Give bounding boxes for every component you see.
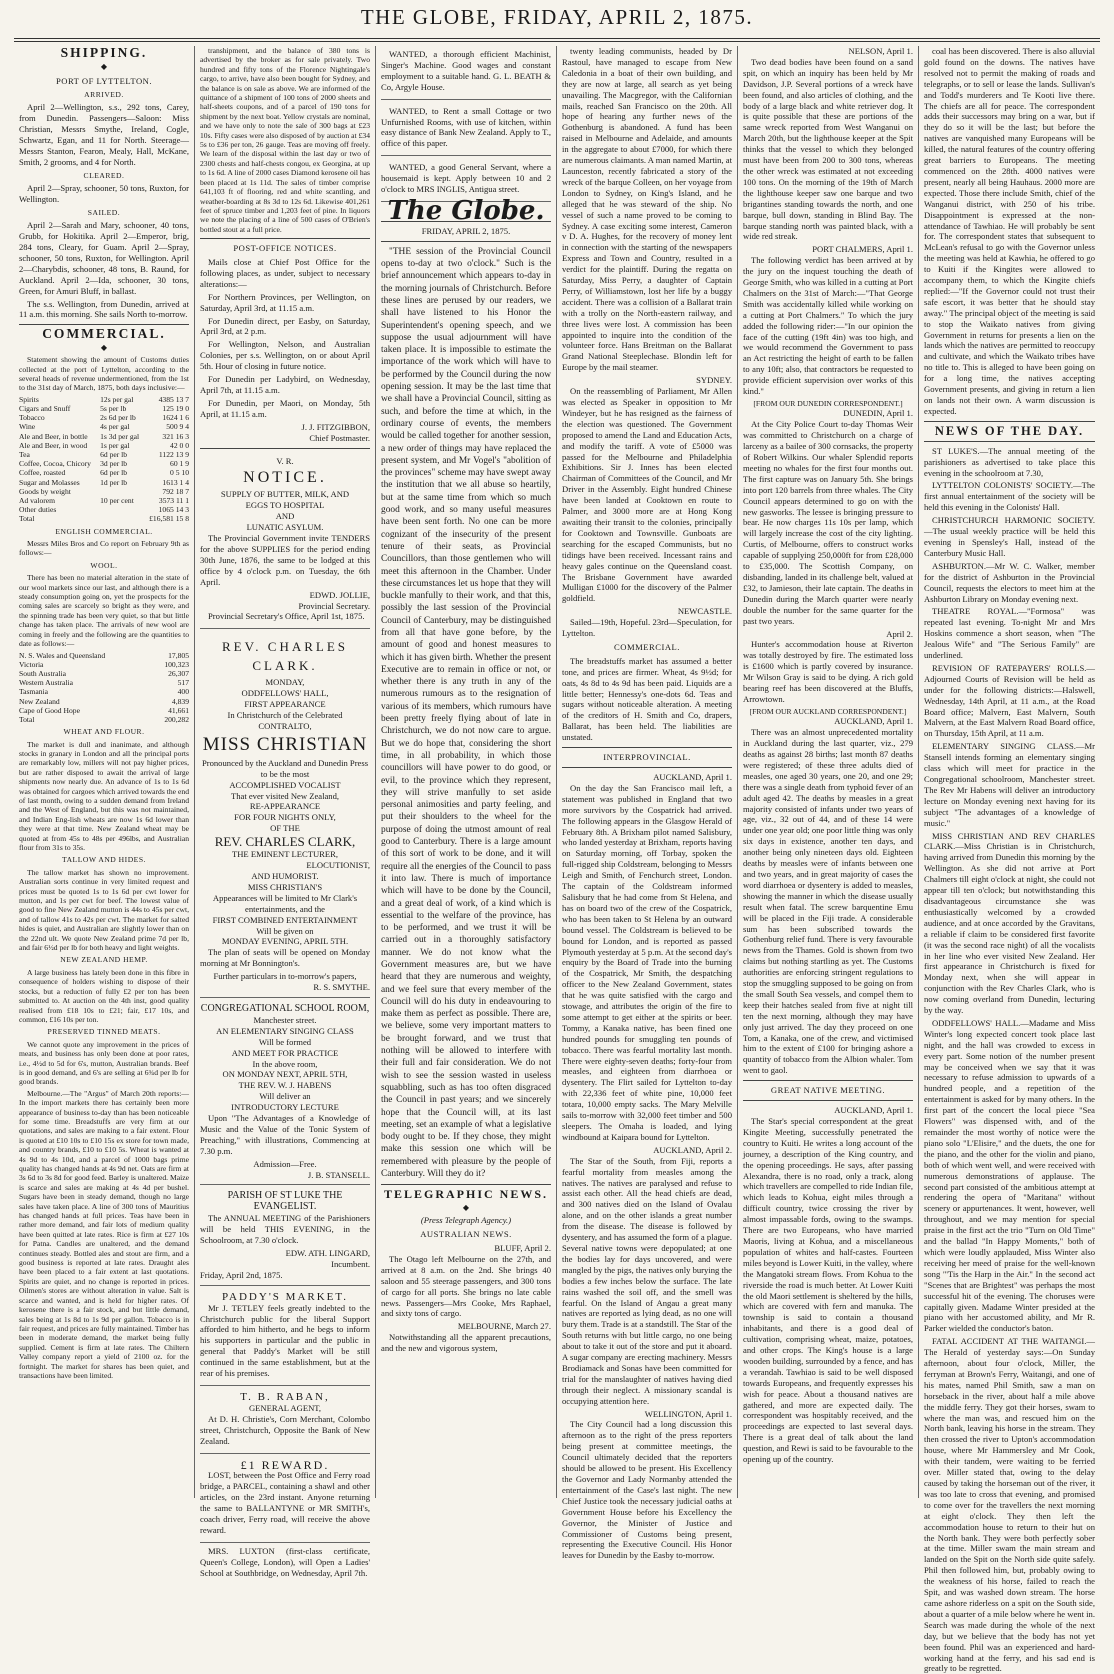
column-5: [738, 46, 919, 1498]
ad-line: AN ELEMENTARY SINGING CLASS: [216, 1025, 354, 1036]
news-item: ODDFELLOWS' HALL.—Madame and Miss Winter's long expected concert took place last night, and the hall was crowded to excess in every part. Some notion of the number present may be conceived when we say that it was necessary to refuse admission to upwards of a hundred people, and a repetition of the entertainment is asked for by many others. In the first part of the concert the local piece "Sea Flowers" was dispensed with, and of the remainder the most worthy of notice were the piano solo "L'Elisire," and the duets, the one for the piano, and the other for the violin and piano, both of which went well, and were received with numerous demonstrations of applause. The second part consisted of the ambitious attempt at rendering the opera of "Maritana" without scenery or appurtenances. It went, however, well throughout, and we may mention for special praise in the first act the trio "Turn on Old Time" and the ballad "In Happy Moments," both of which were loudly applauded, Miss Winter also receiving her meed of praise for the well-known song "'Tis the Harp in the Air." In the second act "Scenes that are Brightest" was perhaps the most successful hit of the evening. The choruses were capitally given. Madame Winter presided at the piano with her accustomed ability, and Mr R. Parker wielded the conductor's baton.: [924, 1017, 1095, 1334]
wool-bales: 4,839: [171, 696, 189, 706]
news-of-day-heading: NEWS OF THE DAY.: [934, 423, 1085, 438]
bluff-text: The Otago left Melbourne on the 27th, and arrived at 8 a.m. on the 2nd. She brings 40 saloon and 55 steerage passengers, and 300 tons of cargo for all ports. She brings no late cable news. Passengers—Mrs Cooke, Mrs Raphael, and sixty tons of cargo.: [381, 1253, 551, 1319]
native-meeting-text: The Star's special correspondent at the great Kingite Meeting, successfully penetrated the country to Kuiti. He writes a long account of the journey, a description of the King country, and the opening proceedings. He says, after passing Alexandra, there is no road, only a track, along which travellers are compelled to ride Indian file, which leads to Kohua, eight miles through a difficult country, twice crossing the river by almost impassable fords, owing to the swamps. There are two Europeans, who have married Maoris, living at Kohua, and a miscellaneous population of whites and half-castes. Fourteen miles beyond is Lower Kuiti, in the valley, where the Mangatoki stream flows. From Kohua to the riverside the road is much better. At Lower Kuiti the old Maori settlement is sheltered by the hills, which are covered with fern and manuka. The township is said to contain a thousand inhabitants, and there is a good deal of cultivation, comprising wheat, maize, potatoes, and other crops. The King's house is a large wooden building, surrounded by a fence, and has a verandah. Tawhiao is said to be well disposed towards Europeans, and frequently expresses his wish for peace. About a thousand natives are gathered, and more are expected daily. The correspondent was hospitably received, and the proceedings are expected to last several days. There is a great deal of talk about the land question, and Rewi is said to be favourable to the opening up of the country.: [743, 1116, 913, 1465]
customs-item: Cigars and Snuff: [19, 403, 71, 413]
parish-sign: EDW. ATH. LINGARD,: [285, 1248, 370, 1258]
wool-row: [19, 651, 189, 660]
column-1: [14, 46, 195, 1498]
wool-row: [19, 697, 189, 706]
supply-line: AND: [275, 511, 295, 522]
commercial-text: The breadstuffs market has assumed a better tone, and prices are firmer. Wheat, 4s 9½d; for oats, 4s 8d to 4s 9d has been paid. Liquids are a little better; Hennessy's one-dots 6d. Teas and sugars without noticeable alteration. A meeting of the creditors of H. Smith and Co, drapers, Ballarat, has been held. The liabilities are unstated.: [562, 655, 732, 743]
paddys-market-ad: [200, 1289, 370, 1386]
hemp-text: A large business has lately been done in this fibre in consequence of holders wishing to dispose of their stocks, but a reduction of fully £2 per ton has been submitted to. At auction on the 4th inst, good quality realised from £18 10s to £21; fair, £17 10s, and common, £16 10s per ton.: [19, 967, 189, 1024]
telegraphic-sub: (Press Telegraph Agency.): [420, 1215, 512, 1226]
meat-heading: PRESERVED TINNED MEATS.: [47, 1027, 161, 1037]
dateline: PORT CHALMERS, April 1.: [812, 244, 913, 255]
customs-rate: 4s per gal: [100, 422, 130, 432]
dateline: AUCKLAND, April 1.: [834, 1105, 913, 1116]
tallow-heading: TALLOW AND HIDES.: [62, 855, 146, 865]
customs-rate: 12s per gal: [100, 394, 134, 404]
customs-item: Ale and Beer, in wood: [19, 440, 88, 450]
notice-heading: NOTICE.: [243, 469, 327, 487]
divider: [381, 1184, 551, 1185]
ad-line: ON MONDAY NEXT, APRIL 5TH,: [222, 1069, 348, 1080]
supply-text: The Provincial Government invite TENDERS for the above SUPPLIES for the period ending 30th June, 1876, the same to be lodged at this office by 4 o'clock p.m. on Tuesday, the 6th April.: [200, 533, 370, 587]
post-office-heading: POST-OFFICE NOTICES.: [233, 243, 337, 254]
wool-bales: 200,282: [164, 714, 189, 724]
customs-row: [19, 395, 189, 404]
customs-row: [19, 404, 189, 413]
ad-line: Further particulars in to-morrow's papers,: [213, 971, 357, 982]
ad-line: FIRST APPEARANCE: [244, 699, 326, 710]
customs-row: [19, 432, 189, 441]
wool-bales: 41,661: [168, 705, 189, 715]
wool-bales: 400: [177, 687, 189, 697]
wool-origin: New Zealand: [19, 696, 60, 706]
divider: [924, 441, 1095, 442]
clark-headline: REV. CHARLES CLARK.: [221, 639, 349, 674]
parish-heading: PARISH OF ST LUKE THE EVANGELIST.: [227, 1190, 343, 1213]
wool-row: [19, 678, 189, 687]
dateline: BLUFF, April 2.: [494, 1242, 551, 1253]
customs-intro: Statement showing the amount of Customs duties collected at the port of Lyttelton, according to the several heads of revenue undermentioned, from the 1st to the 31st day of March, 1875, both days inclusive:—: [19, 355, 189, 393]
divider: [562, 747, 732, 748]
ad-line: INTRODUCTORY LECTURE: [231, 1102, 339, 1113]
ad-line: AND HUMORIST.: [251, 871, 319, 881]
column-4: [557, 46, 738, 1561]
ad-line: ODDFELLOWS' HALL,: [241, 688, 329, 699]
customs-row: [19, 505, 189, 514]
customs-row: [19, 514, 189, 523]
wheat-text: The market is dull and inanimate, and although stocks in granary in London and all the principal ports are remarkably low, millers will not pay higher prices, but are rather disposed to await the arrival of large shipments now nearly due. An advance of 1s to 1s 6d was obtained for cargoes which arrived towards the end of last month, owing to a sudden demand from Ireland and the West of England, but this was not maintained, and Indian Eng-lish wheats are now 1s 6d lower than they were at that time. New Zealand wheat may be quoted at from 45s to 48s per 496lbs, and Australian flour from 31s to 35s.: [19, 739, 189, 852]
wool-bales: 17,805: [168, 650, 189, 660]
post-office-list: [200, 292, 370, 420]
ad-line: ACCOMPLISHED VOCALIST: [229, 779, 341, 790]
customs-rate: 2s 6d per lb: [100, 413, 136, 423]
customs-amount: 4385 13 7: [158, 394, 189, 404]
dateline: AUCKLAND, April 1.: [834, 716, 913, 727]
ad-line: The plan of seats will be opened on Monday morning at Mr Bonnington's.: [200, 947, 370, 969]
customs-amount: 3573 11 1: [158, 496, 189, 506]
wool-origin: South Australia: [19, 668, 67, 678]
leader-date: FRIDAY, APRIL 2, 1875.: [421, 225, 511, 236]
customs-row: [19, 478, 189, 487]
post-office-item: For Dunedin per Ladybird, on Wednesday, April 7th, at 11.15 a.m.: [200, 374, 370, 395]
customs-item: Other duties: [19, 505, 57, 515]
ad-sign: R. S. SMYTHE.: [313, 982, 370, 993]
masthead: THE GLOBE, FRIDAY, APRIL 2, 1875.: [360, 5, 754, 29]
supply-line: LUNATIC ASYLUM.: [246, 522, 324, 533]
ad-line: THE REV. W. J. HABENS: [238, 1080, 332, 1091]
melbourne-report: Melbourne.—The "Argus" of March 20th reports:—In the import markets there has certainly been more appearance of business to-day than has been noticeable for some time. Breadstuffs are very firm at our quotations, and sales are making to a fair extent. Flour is quoted at £10 10s to £10 15s ex store for town made, and country brands, £10 to £10 5s. Wheat is wanted at 4s 9d to 4s 10d, and a parcel of 1000 bags prime quality has changed hands at 4s 9d net. Oats are firm at 3s 6d to 3s 8d for good feed. Barley is unaltered. Maize is scarce and sales are making at 4s 4d per bushel. Sugars have been in steady demand, though no large sales have taken place. A line of 300 tons of Mauritius has changed hands at full prices. Teas have been in rather more demand, and fair lots of medium quality have been quitted at late rates. Rice is firm at £27 10s for Patna. Candles are unaltered, and the demand continues steady. Bottled ales and stout are firm, and a good business is reported at late rates. Draught ales have been placed to a fair extent at last quotations. Spirits are quiet, and no change is reported in prices. Oilmen's stores are without alteration in value. Salt is scarce and wanted, and is held for higher rates. Of kerosene there is a fair stock, and but little demand, sales being at 1s 8d to 1s 9d per gallon. Tobacco is in fair request, and prices are fully maintained. Timber has been in moderate demand, the market being fully supplied. Cement is firm at late rates. The Chiltern Valley company report a yield of 2100 oz. for the fortnight. The market for shares has been quiet, and transactions have been limited.: [19, 1088, 189, 1380]
hemp-heading: NEW ZEALAND HEMP.: [60, 955, 148, 965]
news-item: ST LUKE'S.—The annual meeting of the parishioners as advertised to take place this evening in the schoolroom at 7.30,: [924, 445, 1095, 478]
customs-rate: [100, 514, 144, 523]
wool-text: There has been no material alteration in the state of our wool markets since our last, and although there is a steady consumption going on, yet the prospects for the coming sales are scarcely so bright as they were, and the spinning trade has been very quiet, so that but little change has taken place. The arrivals of new wool are coming in freely and the following are the quantities to date as follows:—: [19, 573, 189, 649]
ad-sign: J. B. STANSELL.: [307, 1169, 370, 1180]
customs-rate: [100, 505, 144, 514]
customs-rate: 6d per lb: [100, 468, 128, 478]
divider: [381, 241, 551, 242]
wanted-text: WANTED, to Rent a small Cottage or two Unfurnished Rooms, with use of kitchen, within easy distance of Bank New Zealand. Apply to T., office of this paper.: [381, 105, 551, 149]
auckland-text-2: The Star of the South, from Fiji, reports a fearful mortality from measles among the natives. The natives are paralysed and refuse to assist each other. All the head chiefs are dead, and 300 natives died on the Island of Ovalau alone, and on the other islands a great number from the disease. The disease is followed by dysentery, and has assumed the form of a plague. Several native towns were depopulated; at one the bodies lay for days uncovered, and were mangled by the pigs, the natives only burying the bodies a few inches below the surface. The late rains washed the soil off, and the smell was fearful. On the Island of Angau a great many natives are reported as lying dead, as no one will bury them. Trade is at a standstill. The Star of the South returns with but little cargo, no one being about to take it out of the store and put it aboard. A sugar company are erecting machinery. Messrs Brodiamack and Sonas have been committed for trial for the manslaughter of natives having died through their neglect. A missionary scandal is occupying attention here.: [562, 1155, 732, 1406]
customs-amount: 500 9 4: [166, 422, 189, 432]
ad-line: Will be given on: [256, 925, 314, 936]
customs-amount: 1122 13 9: [158, 450, 189, 459]
news-item: ELEMENTARY SINGING CLASS.—Mr Stansell intends forming an elementary singing class which will meet for practice in the Congregational schoolroom, Manchester street. The Rev Mr Habens will deliver an introductory lecture on Monday evening next having for its subject "The advantages of a knowledge of music.": [924, 741, 1095, 828]
dateline: NELSON, April 1.: [848, 46, 913, 56]
customs-row: [19, 459, 189, 468]
news-item: THEATRE ROYAL.—"Formosa" was repeated last evening. To-night Mr and Mrs Hoskins commence a short season, when "The Jealous Wife" and "The Serious Family" are underlined.: [924, 606, 1095, 661]
native-meeting-heading: GREAT NATIVE MEETING.: [770, 1085, 886, 1096]
customs-row: [19, 413, 189, 422]
customs-amount: 1065 14 3: [158, 505, 189, 515]
customs-item: Tobacco: [19, 413, 45, 423]
ad-line: In Christchurch of the Celebrated: [227, 710, 343, 721]
post-office-item: For Dunedin, per Maori, on Monday, 5th April, at 11.15 a.m.: [200, 397, 370, 419]
news-item: FATAL ACCIDENT AT THE WAITANGI.—The Herald of yesterday says:—On Sunday afternoon, about four o'clock, Miller, the ferryman at Brown's Ferry, Waitangi, and one of his mates, named Phil Smith, saw a man on horseback in the river, about half a mile above the middle ferry. They got their horses, swam to where the man was, and rescued him on the North bank, leaving his horse in the stream. They then crossed the river to Upton's accommodation house, where Mr Hammersley and Mr Cook, with their tandem, were waiting to be ferried over. Miller stated that, owing to the delay caused by taking the horseman out of the river, it was too late to cross that evening, and promised to come over for the travellers the next morning at eight o'clock. They then left the accommodation house to return to their hut on the North bank. They were both perfectly sober at the time. Miller swam the main stream and landed on the Spit on the North side quite safely. Phil then followed him, but, probably owing to the weakness of his horse, failed to reach the Spit, and was washed down stream. The horse came ashore riderless on a spit on the South side, about a quarter of a mile below where he went in. Search was made during the whole of the next day, but we believe that the body has not yet been found. Phil was an experienced and hard-working hand at the ferry, and his sad end is greatly to be regretted.: [924, 1336, 1095, 1674]
masthead-rule-2: [14, 41, 1100, 42]
meat-text: We cannot quote any improvement in the prices of meats, and business has only been done at poor rates, i.e., 4½d to 5d for 6's, mutton, Australian brands. Beef is in good demand, and 6's are selling at 6¾d per lb for good brands.: [19, 1039, 189, 1087]
supply-line: EGGS TO HOSPITAL: [245, 500, 325, 511]
dateline: AUCKLAND, April 2.: [653, 1144, 732, 1155]
column-2: [195, 46, 376, 1578]
singing-class-ad: [200, 1001, 370, 1186]
dateline: AUCKLAND, April 1.: [653, 772, 732, 782]
ad-line: RE-APPEARANCE: [249, 801, 321, 812]
english-intro: Messrs Miles Bros and Co report on February 9th as follows:—: [19, 539, 189, 558]
customs-amount: 60 1 9: [170, 459, 189, 469]
parish-ad: [200, 1188, 370, 1285]
customs-item: Ad valorem: [19, 496, 56, 506]
raban-text: At D. H. Christie's, Corn Merchant, Colombo street, Christchurch, Opposite the Bank of New Zealand.: [200, 1413, 370, 1446]
ad-line: ELOCUTIONIST,: [306, 860, 370, 871]
wool-row: [19, 660, 189, 669]
commercial-sub-heading: COMMERCIAL.: [614, 641, 680, 652]
wanted-ad: [381, 46, 551, 100]
leader-article: "THE session of the Provincial Council opens to-day at two o'clock." Such is the brief announcement which appears to-day in the morning journals of Christchurch. Before these lines are perused by our readers, we shall have listened to his Honor the Superintendent's opening speech, and we suppose the usual adjournment will have taken place. It is impossible to estimate the importance of the work which will have to be performed by the Council during the now opening session. It may be the last time that we shall have a Provincial Council, sitting as such, and before the time at which, in the ordinary course of events, the members would be called together for another session, a new order of things may have replaced the present system, and Mr Vogel's "abolition of the provinces" scheme may have swept away the institution that we all abuse so heartily, but at the same time from which so much good work, and so many useful measures have been sent forth. No one can be more cognizant of the insecurity of the present tenure of their seats, as Provincial Councillors, than those gentlemen who will meet this afternoon in the Chamber. Under these circumstances let us hope that they will buckle manfully to their work, and that this, possibly the last session of the Provincial Council of Canterbury, may be distinguished from all that have gone before, by the amount of good and honest measures to which it has given birth. Whether the present Executive are to remain in office or not, or whether there is any truth in any of the numerous rumours as to the resignation of various of its members, which rumours have been pretty freely flying about of late in Christchurch, we do not now care to argue. But we do hope that, considering the short time, in all probability, in which those councillors will have power to do good, or evil, to the province which they represent, they will strive manfully to set aside personal animosities and party feeling, and put their shoulders to the wheel for the purpose of doing the utmost amount of real good to Canterbury. There is a large amount of this sort of work to be done, and it will require all the energies of the Council to pass it into law. There is much of importance which will have to be done by the Council, and a great deal of work, of a kind which is essential to the welfare of the province, has to be performed, and we trust it will be carried out in a thoroughly satisfactory manner. We do not know what the Government measures are, but we have heard that they are numerous and weighty, and we feel sure that every member of the Council will do his duty in endeavouring to make them as perfect as possible. There are, we believe, some very important matters to be brought forward, and we trust that nothing will be allowed to interfere with their full and fair consideration. We do not wish to see the session wasted in useless squabbling, such as has too often disgraced the Council in past years; and we sincerely hope that the Council will, at its last meeting, set an example of what a legislative body ought to be. If they chose, they might make this session one which will be remembered with pleasure by the people of Canterbury. Will they do it?: [381, 246, 551, 1180]
dateline: NEWCASTLE.: [677, 606, 732, 617]
correspondent-heading: [FROM OUR AUCKLAND CORRESPONDENT.]: [749, 706, 907, 716]
postmaster-title: Chief Postmaster.: [309, 432, 370, 443]
customs-row: [19, 450, 189, 459]
native-meeting-continued: coal has been discovered. There is also alluvial gold found on the downs. The natives have resolved not to permit the making of roads and telegraphs, or to sell or lease the lands. Sullivan's and Todd's murderers and Te Kooti live there. The chiefs are all for peace. The correspondent adds their successors may bring on a war, but if they do so it will be the last; but before the natives are vanquished many Europeans will be killed, the natural features of the country offering great barriers to Europeans. The meeting commenced on the 28th. 4000 natives were present, nearly all being Hauhaus. 2000 more are expected. Those there include Smith, chief of the Wanganui district, with 250 of his tribe. Disappointment is expressed at the non-attendance of Tawhiao. He will probably be sent for. The correspondent states that subsequent to McLean's refusal to go with the Governor unless the meeting was held at Kawhia, he offered to go to Kuiti if the Kingites were allowed to accompany them, to which the Kingite chiefs replied:—"If the Governor could not trust their safe escort, it was better that he should stay away." The principal object of the meeting is said to stop the Waikato natives from giving Government in returns for presents a lien on the lands which the natives are permitted to reoccupy and cultivate, and which the Waikato tribes have no title to. This is alleged to have been going on for a long time, the natives accepting Government presents, and giving in return a lien on lands not their own. A warm discussion is expected.: [924, 46, 1095, 416]
hospital-notice-ad: [200, 453, 370, 630]
customs-rate: 1s 3d per gal: [100, 431, 140, 441]
paddy-text: Mr J. TETLEY feels greatly indebted to the Christchurch public for the liberal Support afforded to him hitherto, and he begs to inform his supporters in particular and the public in general that Paddy's Market will be still continued in the same establishment, but at the rear of his premises.: [200, 1302, 370, 1379]
raban-ad: [200, 1389, 370, 1454]
reward-ad: [200, 1457, 370, 1543]
customs-amount: 1613 1 4: [162, 477, 189, 487]
australian-heading: AUSTRALIAN NEWS.: [420, 1229, 512, 1240]
divider: [200, 448, 370, 449]
miss-christian-ad: [200, 632, 370, 998]
customs-row: [19, 422, 189, 431]
cong-heading: CONGREGATIONAL SCHOOL ROOM,: [200, 1002, 370, 1014]
wool-row: [19, 669, 189, 678]
ornament: ◆: [462, 1203, 470, 1213]
customs-row: [19, 496, 189, 505]
news-item: MISS CHRISTIAN AND REV CHARLES CLARK.—Miss Christian is in Christchurch, having arrived from Dunedin this morning by the Wellington. As she did not arrive at Port Chalmers till eight o'clock at night, she could not appear till ten o'clock; but notwithstanding this disadvantageous circumstance she was enthusiastically welcomed by a crowded audience, and at once accorded by the Gravitans, a reliable if claim to be considered first favorite (it was the second race night) of all the vocalists in her line who ever visited New Zealand. Her first appearance in Christchurch is fixed for Monday next, when she will appear in conjunction with the Rev Charles Clark, who is now coming overland from Dunedin, lecturing by the way.: [924, 830, 1095, 1016]
news-text: twenty leading communists, headed by Dr Rastoul, have managed to escape from New Caledonia in a boat of their own building, and they are now at large, all search as yet being unavailing. The Macgregor, with the Californian mails, reached San Francisco on the 20th. All hope of hearing any further news of the Gothenburg is abandoned. A fund has been raised in Melbourne and Adelaide, and amounts in the aggregate to about £7000, for which there are numerous claimants. A man named Martin, at Launceston, recently fabricated a story of the wreck of the barque Colleen, on her voyage from London to Sydney, on King's Island, and he alleged that he was steward of the ship. No vessel of such a name proved to be coming to Sydney. A case exciting some interest, Cameron v D. A. Hughes, for the recovery of money lent in connection with the starting of the newspapers Express and Town and Country, resulted in a verdict for the plaintiff. During the regatta on Saturday, Miss Perry, a daughter of Captain Perry, of Williamstown, lost her life by a buggy accident. There was a collision of a Ballarat train with a trolly on the North-eastern railway, and three lives were lost. A commission has been appointed to inquire into the condition of the volunteer force. Hans Breitman on the Ballarat Grand National Steeplechase. Blondin left for Europe by the mail steamer.: [562, 46, 732, 373]
vr-mark: V. R.: [276, 455, 294, 466]
ad-line: In the above room,: [252, 1058, 318, 1069]
luxton-ad: MRS. LUXTON (first-class certificate, Queen's College, London), will Open a Ladies' School at Southbridge, on Wednesday, April 7th.: [200, 1545, 370, 1578]
ad-line: AND MEET FOR PRACTICE: [231, 1047, 339, 1058]
supply-line: SUPPLY OF BUTTER, MILK, AND: [220, 489, 350, 500]
wanted-text: WANTED, a good General Servant, where a housemaid is kept. Apply between 10 and 2 o'clock to MRS INGLIS, Antigua street.: [381, 162, 551, 195]
correspondent-heading: [FROM OUR DUNEDIN CORRESPONDENT.]: [753, 399, 903, 408]
wool-origin: N. S. Wales and Queensland: [19, 650, 106, 660]
supply-sign: EDWD. JOLLIE,: [309, 589, 370, 600]
ad-line: FOR FOUR NIGHTS ONLY,: [234, 812, 336, 823]
ornament: ◆: [100, 343, 108, 353]
customs-rate: 5s per lb: [100, 403, 127, 413]
auckland-text: On the day the San Francisco mail left, a statement was published in England that two more survivors by the Cospatrick had arrived. The following appears in the Glasgow Herald of February 8th. A Brixham pilot named Salisbury, who landed yesterday at Brixham, reports having on Saturday morning, off Torbay, spoken the full-rigged ship Coldstream, belonging to Messrs Leigh and Smith, of Fenchurch street, London. The captain of the Coldstream informed Salisbury that he had come from St Helena, and has on board two of the crew of the Cospatrick, who has been taken to St Helena by an outward bound vessel. The Coldstream is believed to be bound for London, and is reported as passed Plymouth yesterday at 5 p.m. At the second day's enquiry by the Board of Trade into the burning of the Cospatrick, Mr Smith, the despatching officer to the New Zealand Government, states that he was quite satisfied with the cargo and stowage, and attributes the origin of the fire to some attempt to get either at the spirits or beer. Tommy, a Kanaka native, has been fined one hundred pounds for smuggling ten pounds of tobacco. There was fearful mortality last month. There were eighty-seven deaths; forty-four from measles, and eighteen from diarrhoea or dysentery. The Flirt sailed for Lyttelton to-day with 22,336 feet of white pine, 10,000 feet totara, 10,000 empty sacks. The Mary Melville sails to-morrow with 32,000 feet timber and 500 sleepers. The Omaha is loaded, and lying windbound at Kaipara bound for Lyttelton.: [562, 782, 732, 1142]
wheat-heading: WHEAT AND FLOUR.: [63, 727, 145, 737]
wanted-text: WANTED, a thorough efficient Machinist, Singer's Machine. Good wages and constant employment to a suitable hand. G. L. BEATH & Co, Argyle House.: [381, 49, 551, 92]
reward-text: LOST, between the Post Office and Ferry road bridge, a PARCEL, containing a shawl and other articles, on the 23rd instant. Anyone returning the same to BALLANTYNE or MR SMITH's, coach driver, Ferry road, will receive the above reward.: [200, 1470, 370, 1535]
wool-origin: Total: [19, 714, 35, 724]
news-item: REVISION OF RATEPAYERS' ROLLS.—Adjourned Courts of Revision will be held as under for the following districts:—Halswell, Wednesday, 14th April, at 11 a.m., at the Road Board office; Malvern, East Malvern, South Malvern, at the East Malvern Road Board office, on Thursday, 15th April, at 11 a.m.: [924, 662, 1095, 739]
wool-table: [19, 651, 189, 725]
ad-line: Upon "The Advantages of a Knowledge of Music and the Value of the Tonic System of Preaching," with illustrations, Commencing at 7.30 p.m.: [200, 1113, 370, 1156]
arrived-heading: ARRIVED.: [84, 89, 124, 99]
post-office-item: For Dunedin direct, per Easby, on Saturday, April 3rd, at 2 p.m.: [200, 315, 370, 337]
wellington-text: The City Council had a long discussion this afternoon as to the right of the press reporters being present at committee meetings, the Council ultimately decided that the reporters should be allowed to be present. His Excellency the Governor and Lady Normanby attended the entertainment of the Case's last night. The new Chief Justice took the necessary judicial oaths at Government House before his Excellency the Governor, the Minister of Justice and Commissioner of Customs being present, representing the Executive Council. His Honor leaves for Dunedin by the Easby to-morrow.: [562, 1419, 732, 1561]
ad-line: Pronounced by the Auckland and Dunedin Press to be the most: [201, 757, 369, 779]
divider: [743, 1100, 913, 1101]
customs-amount: 321 16 3: [162, 431, 189, 441]
parish-text: The ANNUAL MEETING of the Parishioners will be held THIS EVENING, in the Schoolroom, at 7.30 o'clock.: [200, 1213, 370, 1246]
wool-bales: 100,323: [164, 659, 189, 669]
news-list: [924, 446, 1095, 1674]
post-office-item: For Wellington, Nelson, and Australian Colonies, per s.s. Wellington, on or about April 5th. Hour of closing in future notice.: [200, 339, 370, 372]
shipping-note: The s.s. Wellington, from Dunedin, arrived at 11 a.m. this morning. She sails North to-morrow.: [19, 298, 189, 320]
nelson-text: Two dead bodies have been found on a sand spit, on which an inquiry has been held by Mr Davidson, J.P. Several portions of a wreck have been found, and also articles of clothing, and the body of a large black and white retriever dog. It is quite possible that these are portions of the same wreck reported from West Wanganui on March 20th, but the lighthouse keeper at the Spit thinks that the vessel to which they belonged must have been from 200 to 300 tons, whereas the other wreck was estimated at not exceeding 100 tons. On the morning of the 19th of March the lighthouse keeper saw one barque and two brigantines standing towards the north, and one barque, bull down, standing in Blind Bay. The barque standing north was painted black, with a wide red streak.: [743, 56, 913, 242]
market-continued: transhipment, and the balance of 380 tons is advertised by the broker as for sale privately. Two hundred and fifty tons of the Florence Nightingale's cargo, to arrive, have also been bought for Sydney, and the balance is on sale as above. We are informed of the quittance of a shipment of 100 tons of 2000 sheets and half-sheets coupons, and of a parcel of 190 tons for shipment by the next boat. Yellow crystals are nominal, and we have only to note the sale of 300 bags at £23 10s. Fifty cases were also disposed of by auction at £34 5s to £36 per ton, 26 gauge. Teas are moving off freely. We learn of the disposal within the last day or two of 2300 chests and half-chests congou, ex Georgina, at up to 1s 6d. A line of 2000 cases Diamond kerosene oil has been placed at 1s 11d. The sales of timber comprise 641,103 ft of flooring, red and white scantling, and weather-boarding at 8s 3d to 12s 6d. Likewise 401,261 feet of spruce timber and 1,203 feet of pine. In liquors we note the placing of a line of 500 cases of O'Brien's bottled stout at a full price.: [200, 46, 370, 234]
divider: [562, 767, 732, 768]
customs-rate: 6d per lb: [100, 450, 128, 459]
customs-row: [19, 487, 189, 496]
ad-line: MONDAY EVENING, APRIL 5TH.: [221, 936, 349, 947]
column-3: [376, 46, 557, 1498]
ad-line: Appearances will be limited to Mr Clark's entertainments, and the: [212, 892, 358, 914]
divider: [200, 238, 370, 239]
wool-bales: 26,307: [168, 668, 189, 678]
wool-origin: Victoria: [19, 659, 44, 669]
parish-title: Incumbent.: [331, 1258, 370, 1269]
customs-amount: 125 19 0: [162, 403, 189, 413]
customs-item: Goods by weight: [19, 486, 71, 496]
rev-clark-headline: REV. CHARLES CLARK,: [214, 834, 356, 850]
ad-line: CONTRALTO,: [258, 720, 312, 731]
customs-amount: 0 5 10: [170, 468, 189, 478]
ornament: ◆: [100, 61, 108, 71]
divider: [743, 1080, 913, 1081]
dateline: WELLINGTON, April 1.: [644, 1408, 732, 1419]
dateline: MELBOURNE, March 27.: [457, 1321, 551, 1332]
news-item: ASHBURTON.—Mr W. C. Walker, member for the district of Ashburton in the Provincial Council, requests the electors to meet him at the Ashburton Library on Monday evening next.: [924, 560, 1095, 604]
customs-amount: £16,581 15 8: [149, 514, 189, 524]
raban-heading: T. B. RABAN,: [240, 1390, 330, 1403]
ad-line: OF THE: [270, 823, 300, 834]
ad-line: MISS CHRISTIAN'S: [247, 881, 323, 892]
english-commercial-heading: ENGLISH COMMERCIAL.: [55, 526, 153, 536]
customs-row: [19, 468, 189, 477]
miss-christian-headline: MISS CHRISTIAN: [202, 733, 368, 755]
news-item: LYTTELTON COLONISTS' SOCIETY.—The first annual entertainment of the society will be held this evening in the Colonists' Hall.: [924, 480, 1095, 513]
customs-item: Coffee, Cocoa, Chicory: [19, 459, 91, 469]
dateline: SYDNEY.: [696, 375, 732, 386]
dateline: April 2.: [886, 628, 913, 639]
wool-origin: Cape of Good Hope: [19, 705, 80, 715]
dateline: DUNEDIN, April 1.: [843, 408, 913, 419]
wool-heading: WOOL.: [90, 560, 118, 570]
column-6: [919, 46, 1100, 1674]
ad-line: Manchester street.: [253, 1014, 317, 1025]
page-columns: [14, 45, 1100, 1674]
melbourne-text: Notwithstanding all the apparent precautions, and the new and vigorous system,: [381, 1332, 551, 1354]
customs-amount: 1624 1 6: [162, 413, 189, 423]
divider: [19, 324, 189, 325]
ad-line: Will deliver an: [259, 1091, 311, 1102]
ad-line: FIRST COMBINED ENTERTAINMENT: [212, 914, 358, 925]
customs-row: [19, 441, 189, 450]
auckland-text: There was an almost unprecedented mortality in Auckland during the last quarter, viz., 279 deaths as against 28 births; last month 87 deaths were registered; of these three adults died of measles, one aged 30 years, one 20, and one 29; there was a single death from typhoid fever of an adult aged 42. The deaths by measles in a great majority consisted of infants under two years of age, viz., 32 out of 44, and of these 14 were under one year old; one poor little thing was only six days in existence, another ten days, and another being only nineteen days old. Eighteen deaths by measles were of infants between one and two years, and in great majority of cases the word diarrhoea or dysentery is added to measles, showing the manner in which the disease usually result when fatal. The screw barquentine Emu will be placed in the Fiji trade. A considerable sum has been subscribed towards the Gothenburg relief fund. There is very favourable news from the Thames. Gold is shown from two claims but nothing startling as yet. The Customs authorities are enforcing stringent regulations to stop the smuggling supposed to be going on from the small South Sea vessels, and compel them to keep their hatches sealed from five at night till ten the next morning, although they may have only just arrived. The day they proceed on one Tom, a Kanaka, one of the crew, and victimised him to the extent of £100 for bringing ashore a quantity of tobacco from the Albion whaler. Tom went to gaol.: [743, 727, 913, 1076]
dunedin-text-2: Hunter's accommodation house at Riverton was totally destroyed by fire. The estimated loss is £1600 which is partly covered by insurance. Mr Wilson Gray is said to be dying. A rich gold bearing reef has been discovered at the Bluffs, Arrowtown.: [743, 639, 913, 704]
chalmers-text: The following verdict has been arrived at by the jury on the inquest touching the death of George Smith, who was killed in a cutting at Port Chalmers on the 31st of March:—"That George Smith was accidentally killed while working on a cutting at Port Chalmers." To which the jury added the following rider:—"In our opinion the face of the cutting (19ft 4in) was too high, and we would recommend the Government to pass an Act restricting the height of earth to be fallen to any 10ft; also, that contractors be requested to provide efficient supervision over works of this kind.": [743, 255, 913, 397]
reward-heading: £1 REWARD.: [240, 1457, 330, 1472]
supply-office: Provincial Secretary's Office, April 1st, 1875.: [208, 611, 365, 622]
customs-rate: 10 per cent: [100, 496, 134, 506]
post-office-item: For Northern Provinces, per Wellington, on Saturday, April 3rd, at 11.15 a.m.: [200, 291, 370, 313]
customs-item: Total: [19, 514, 35, 524]
customs-item: Ale and Beer, in bottle: [19, 431, 88, 441]
customs-rate: 1d per lb: [100, 477, 128, 487]
port-heading: PORT OF LYTTELTON.: [55, 75, 153, 86]
tallow-text: The tallow market has shown no improvement. Australian sorts continue in very limited request and prices must be quoted 1s to 1s 6d per cwt lower for mutton, and 1s per cwt for beef. The lowest value of good to fine New Zealand mutton is 44s to 45s per cwt, and of tallow 41s to 42s per cwt. The market for salted hides is quiet, and Australian are slightly lower than on the 22nd ult. We quote New Zealand prime 7d per lb, and fair 6½d per lb for both heavy and light weights.: [19, 867, 189, 953]
masthead-rule: [14, 38, 1100, 39]
sailed-heading: SAILED.: [87, 207, 121, 217]
dunedin-text: At the City Police Court to-day Thomas Weir was committed to Christchurch on a charge of larceny as a bailee of 300 cornsacks, the property of Robert Wilkins. Our whaler Splendid reports meeting no whales for the first four months out. The first capture was on January 5th. She brings into port 120 barrels from three whales. The City Council appears determined to go on with the new gasworks. The lessee is bringing pressure to bear. He now charges 11s 10s per lamp, which will largely increase the cost of the city lighting. Curtis, of Melbourne, offers to construct works capable of supplying 250,000ft for from £28,000 to £35,000. The Scottish Company, on disbanding, landed in its challenge belt, valued at £32, to Jamieson, their late captain. The deaths in Dunedin during the March quarter were nearly double the number for the same quarter for the past two years.: [743, 419, 913, 626]
post-office-intro: Mails close at Chief Post Office for the following places, as under, subject to necessary alterations:—: [200, 257, 370, 289]
ad-line: MONDAY,: [265, 677, 305, 688]
wanted-ad: [381, 103, 551, 157]
paddy-heading: PADDY'S MARKET.: [221, 1290, 349, 1303]
telegraphic-heading: TELEGRAPHIC NEWS.: [383, 1187, 549, 1202]
sydney-text: On the reassembling of Parliament, Mr Allen was elected as Speaker in opposition to Mr Windeyer, but he has resigned as the fairness of the election was questioned. The Government proposed to amend the Land and Education Acts, and modify the tariff. A vote of £5000 was passed for the Melbourne and Philadelphia Exhibitions. Sir J. Innes has been elected Chairman of Committees of the Council, and Mr Driver in the Assembly. Eight hundred Chinese have been landed at Cooktown en route to Palmer, and 3000 more are at Hong Kong awaiting their transit to the colonies, principally for Cooktown and Townsville. Gunboats are searching for the escaped Communists, but no tidings have been received. Incessant rains and heavy gales continue on the Queensland coast. The Brisbane Government have awarded Mulligan £1000 for the discovery of the Palmer goldfield.: [562, 386, 732, 604]
customs-item: Sugar and Molasses: [19, 477, 80, 487]
customs-rate: [100, 487, 144, 496]
divider: [924, 421, 1095, 422]
ad-line: That ever visited New Zealand,: [230, 790, 340, 801]
customs-rate: 3d per lb: [100, 459, 128, 469]
cleared-text: April 2—Spray, schooner, 50 tons, Ruxton, for Wellington.: [19, 182, 189, 204]
wool-origin: Tasmania: [19, 687, 48, 697]
postmaster-name: J. J. FITZGIBBON,: [301, 421, 370, 432]
customs-item: Coffee, roasted: [19, 468, 66, 478]
wool-row: [19, 715, 189, 724]
news-item: CHRISTCHURCH HARMONIC SOCIETY.—The usual weekly practice will be held this evening in Spensley's Hall, instead of the Canterbury Music Hall.: [924, 515, 1095, 558]
ad-line: Admission—Free.: [253, 1158, 317, 1169]
customs-item: Spirits: [19, 394, 39, 404]
customs-rate: 1s per gal: [100, 440, 130, 450]
commercial-heading: COMMERCIAL.: [42, 326, 166, 342]
customs-item: Tea: [19, 450, 30, 459]
customs-table: [19, 395, 189, 524]
interprovincial-heading: INTERPROVINCIAL.: [603, 752, 691, 763]
wool-bales: 517: [177, 678, 189, 688]
customs-amount: 792 18 7: [162, 486, 189, 496]
customs-item: Wine: [19, 422, 36, 432]
supply-title: Provincial Secretary.: [298, 600, 370, 611]
sailed-text: April 2—Sarah and Mary, schooner, 40 tons, Grubb, for Hokitika. April 2—Emperor, brig, 284 tons, Cleary, for Guam. April 2—Spray, schooner, 50 tons, Ruxton, for Wellington. April 2—Charybdis, schooner, 48 tons, B. Raund, for Auckland. April 2—Ida, schooner, 30 tons, Green, for Amuri Bluff, in ballast.: [19, 220, 189, 296]
shipping-heading: SHIPPING.: [60, 45, 148, 60]
ad-line: THE EMINENT LECTURER,: [231, 849, 339, 860]
wool-row: [19, 706, 189, 715]
wool-row: [19, 687, 189, 696]
ad-line: Will be formed: [258, 1036, 312, 1047]
wool-origin: Western Australia: [19, 678, 74, 688]
newcastle-text: Sailed—19th, Hopeful. 23rd—Speculation, for Lyttelton.: [562, 617, 732, 639]
customs-amount: 42 0 0: [170, 440, 189, 450]
parish-date: Friday, April 2nd, 1875.: [200, 1269, 283, 1280]
globe-title: The Globe.: [387, 195, 545, 226]
cleared-heading: CLEARED.: [83, 170, 125, 180]
raban-sub: GENERAL AGENT,: [248, 1402, 322, 1413]
arrived-text: April 2—Wellington, s.s., 292 tons, Carey, from Dunedin. Passengers—Saloon: Miss Christian, Messrs Smythe, Ireland, Cogle, Schwartz, Egan, and 11 for North. Steerage—Messrs Stanton, Fearon, Mealy, Hall, McKane, Smith, 2 grooms, and 4 for North.: [19, 102, 189, 167]
